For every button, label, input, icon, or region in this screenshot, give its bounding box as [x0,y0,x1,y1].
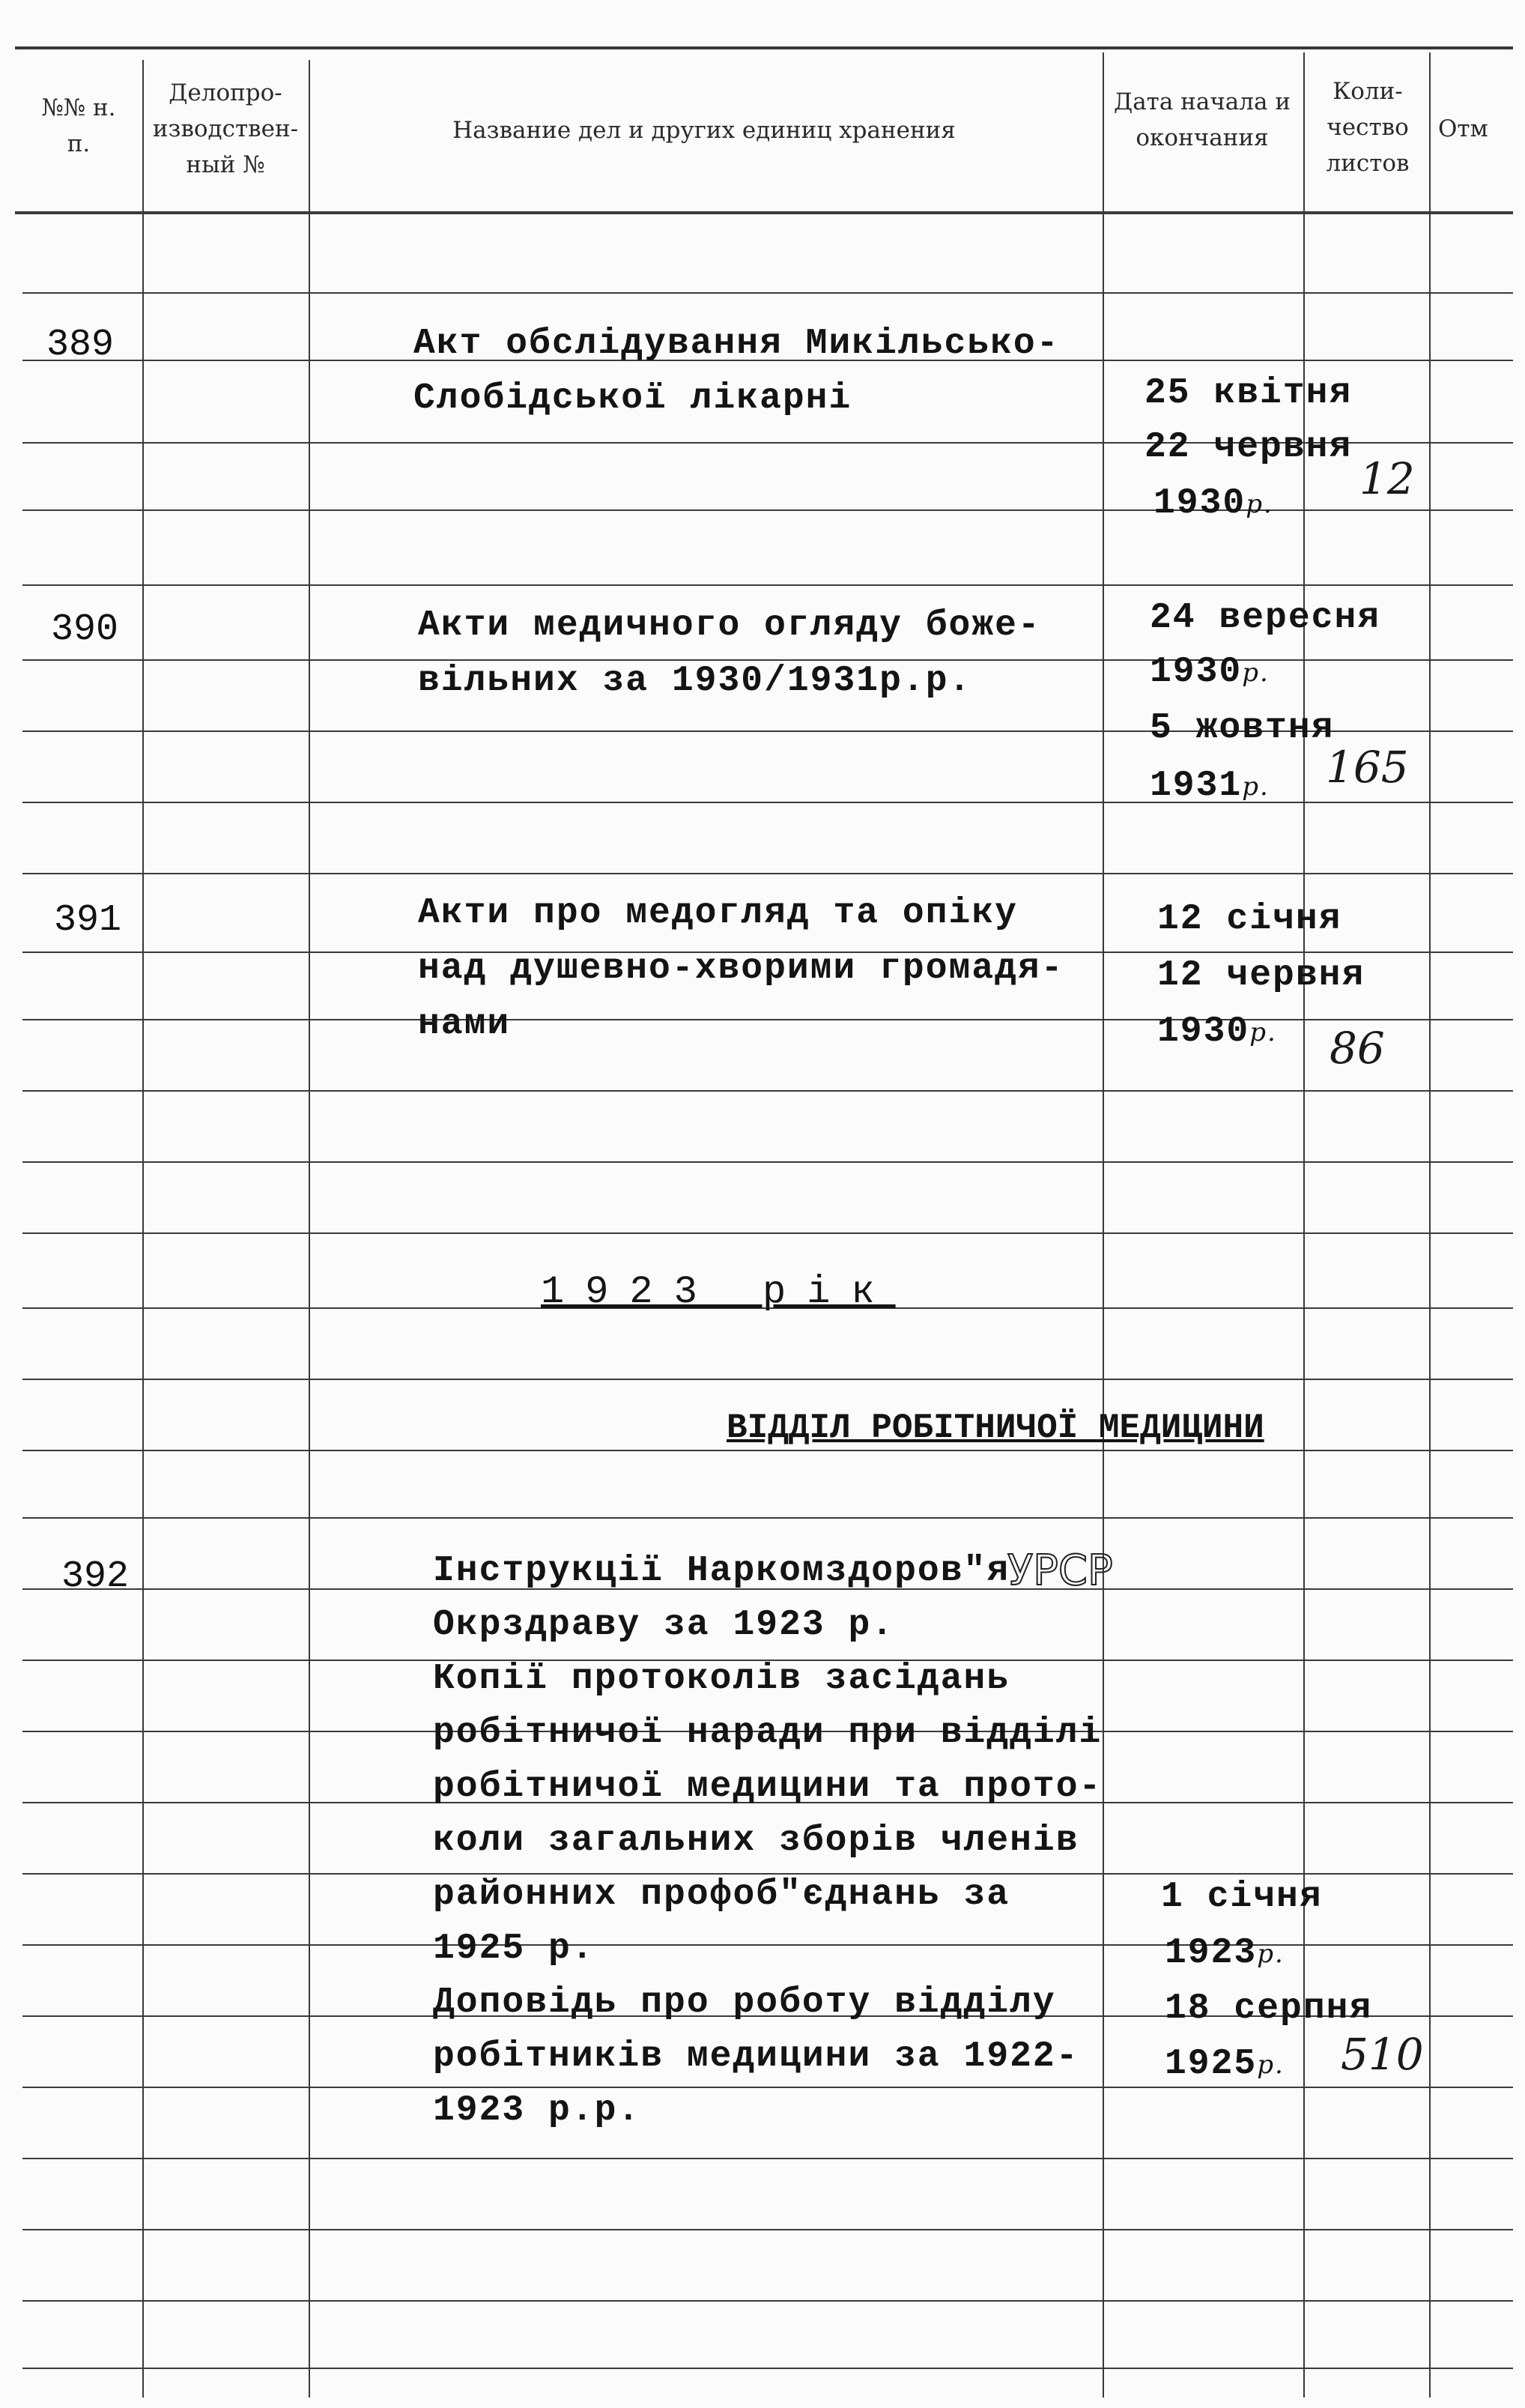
entry-date-line: 1930р. [1150,652,1270,692]
entry-title-line: робітничої медицини та прото- [433,1767,1103,1807]
entry-date-line: 1930р. [1157,1011,1277,1052]
col-divider-3 [1103,52,1104,2398]
entry-sheet-count: 165 [1326,742,1409,793]
header-col-dates: Дата начала и окончания [1114,88,1291,151]
rule [22,873,1513,874]
entry-date-line: 12 січня [1157,899,1342,940]
rule [22,1379,1513,1380]
entry-date-line: 1931р. [1150,766,1270,806]
rule [22,1090,1513,1092]
entry-title-line: Копії протоколів засідань [433,1659,1010,1699]
entry-date-line: 1930р. [1153,483,1273,524]
rule [22,2229,1513,2230]
entry-number: 389 [46,324,115,366]
entry-title-line: Окрздраву за 1923 р. [433,1605,895,1645]
entry-date-line: 18 серпня [1165,1988,1373,2029]
rule [22,2368,1513,2369]
rule [22,509,1513,511]
header-col-title: Название дел и других единиц хранения [452,117,956,144]
entry-sheet-count: 12 [1359,453,1415,504]
header-col-notes: Отм [1438,115,1488,142]
rule [22,802,1513,803]
entry-title-line: над душевно-хворими громадя- [418,949,1064,989]
top-border [15,46,1513,49]
rule [22,2300,1513,2302]
section-year-heading: 1923 рік [541,1270,896,1314]
entry-number: 392 [61,1555,130,1598]
header-col-sheets: Коли- чество листов [1326,78,1410,177]
entry-title-line: Доповідь про роботу відділу [433,1982,1056,2023]
entry-date-line: 25 квітня [1144,373,1353,414]
rule [22,1450,1513,1451]
entry-title-line: Акти медичного огляду боже- [418,605,1041,646]
entry-date-line: 24 вересня [1150,598,1381,638]
rule [22,1944,1513,1946]
title-annotation-stamp: УРСР [1007,1546,1113,1595]
entry-date-line: 22 червня [1144,427,1353,468]
entry-title-line: Акт обслідування Микільсько- [413,324,1060,364]
entry-title-line: коли загальних зборів членів [433,1821,1079,1861]
rule [22,584,1513,586]
section-department-heading: ВІДДІЛ РОБІТНИЧОЇ МЕДИЦИНИ [727,1409,1264,1447]
col-divider-5 [1429,52,1431,2398]
entry-title-line: Слобідської лікарні [413,378,852,419]
entry-title-line: робітничої наради при відділі [433,1713,1103,1753]
rule [22,2158,1513,2159]
header-col-office-no: Делопро- изводствен- ный № [152,79,299,178]
rule [22,1517,1513,1519]
entry-title-line: районних профоб"єднань за [433,1875,1010,1915]
col-divider-1 [142,60,144,2398]
entry-date-line: 12 червня [1157,955,1365,996]
entry-title-line: 1925 р. [433,1928,595,1969]
entry-sheet-count: 510 [1341,2029,1424,2080]
entry-title-line: вільних за 1930/1931р.р. [418,661,972,701]
entry-sheet-count: 86 [1330,1023,1385,1074]
col-divider-2 [309,60,310,2398]
entry-date-line: 5 жовтня [1150,708,1335,748]
header-separator [15,211,1513,214]
rule [22,292,1513,294]
entry-number: 391 [54,899,122,942]
entry-title-line: Інструкції Наркомздоров"я [433,1551,1010,1591]
entry-title-line: робітників медицини за 1922- [433,2036,1079,2077]
rule [22,1161,1513,1163]
entry-date-line: 1925р. [1165,2044,1285,2084]
header-col-no: №№ н. п. [41,94,116,157]
rule [22,2087,1513,2088]
entry-date-line: 1923р. [1165,1933,1285,1973]
rule [22,1019,1513,1020]
entry-title-line: 1923 р.р. [433,2090,641,2131]
rule [22,1232,1513,1234]
entry-date-line: 1 січня [1161,1877,1323,1917]
entry-title-line: Акти про медогляд та опіку [418,893,1018,934]
entry-title-line: нами [418,1004,511,1044]
entry-number: 390 [51,608,119,651]
